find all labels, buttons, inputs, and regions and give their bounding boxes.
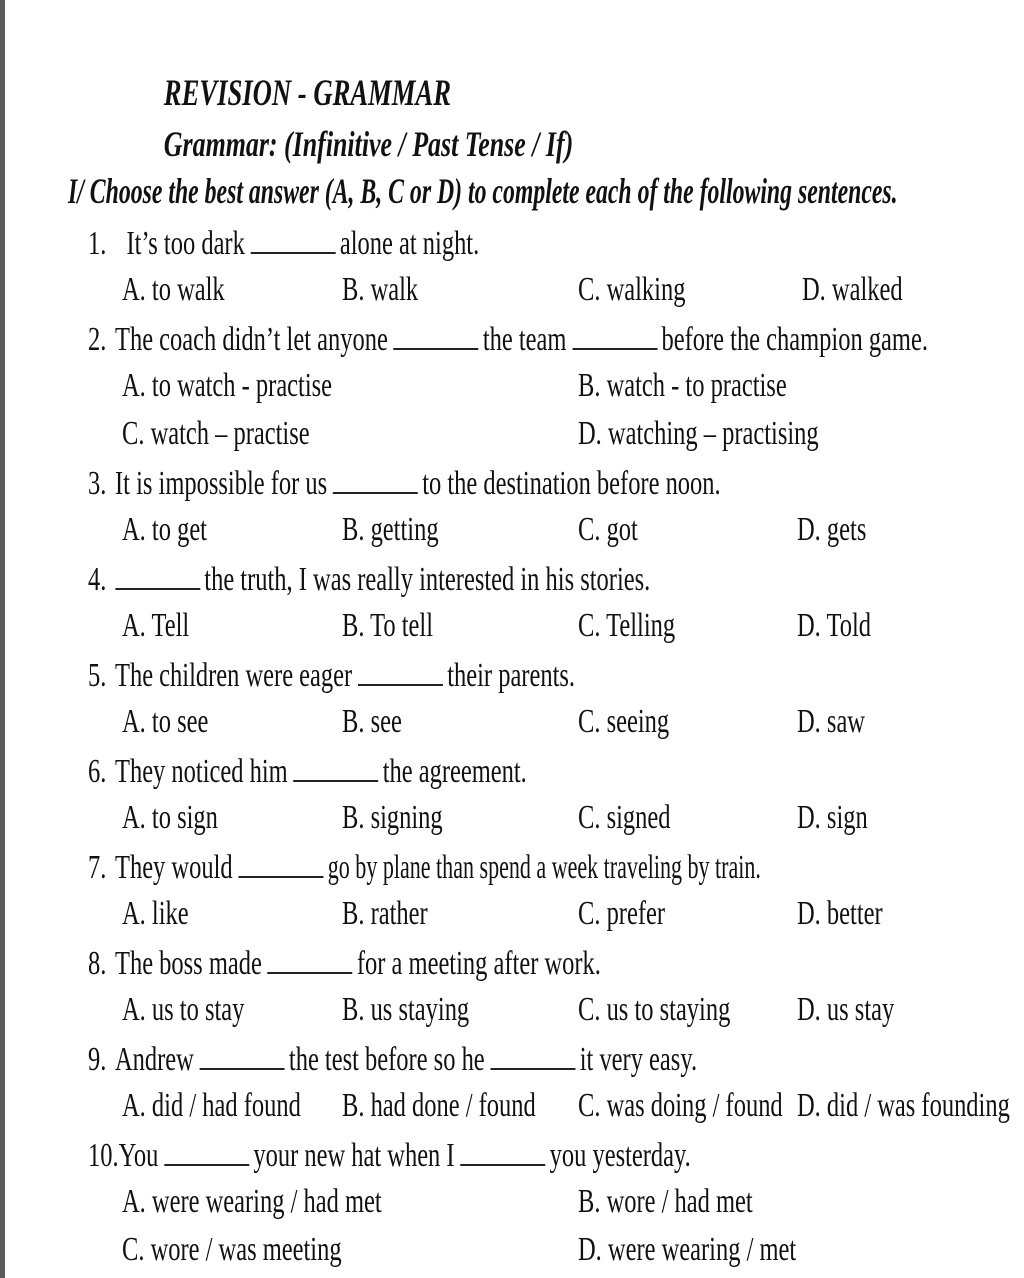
page-title: REVISION - GRAMMAR <box>163 73 452 114</box>
option-b[interactable]: B. To tell <box>342 607 434 644</box>
question-number: 7. <box>88 849 107 886</box>
option-b[interactable]: B. see <box>342 703 402 740</box>
page-subtitle: Grammar: (Infinitive / Past Tense / If) <box>163 124 574 164</box>
option-b[interactable]: B. had done / found <box>342 1087 536 1124</box>
option-d[interactable]: D. watching – practising <box>578 415 819 452</box>
option-d[interactable]: D. gets <box>797 511 867 548</box>
option-d[interactable]: D. saw <box>797 703 865 740</box>
question-text: alone at night. <box>339 225 480 262</box>
question-3 <box>88 462 721 504</box>
question-number: 10. <box>88 1137 119 1174</box>
option-b[interactable]: B. wore / had met <box>578 1183 753 1220</box>
answer-blank[interactable] <box>251 222 336 254</box>
question-text: go by plane than spend a week traveling by train. <box>327 849 761 886</box>
question-text: It is impossible for us <box>115 465 328 502</box>
option-d[interactable]: D. did / was founding <box>797 1087 1010 1124</box>
option-a[interactable]: A. like <box>122 895 189 932</box>
option-b[interactable]: B. walk <box>342 271 419 308</box>
option-c[interactable]: C. signed <box>578 799 671 836</box>
question-text: Andrew <box>115 1041 194 1078</box>
option-c[interactable]: C. got <box>578 511 638 548</box>
answer-blank[interactable] <box>490 1038 575 1070</box>
option-a[interactable]: A. were wearing / had met <box>122 1183 382 1220</box>
answer-blank[interactable] <box>460 1134 545 1166</box>
question-text: to the destination before noon. <box>422 465 721 502</box>
answer-blank[interactable] <box>268 942 353 974</box>
question-number: 5. <box>88 657 107 694</box>
option-a[interactable]: A. us to stay <box>122 991 245 1028</box>
option-b[interactable]: B. watch - to practise <box>578 367 787 404</box>
option-d[interactable]: D. were wearing / met <box>578 1231 797 1268</box>
option-c[interactable]: C. seeing <box>578 703 670 740</box>
question-text: You <box>118 1137 159 1174</box>
answer-blank[interactable] <box>333 462 418 494</box>
option-a[interactable]: A. to watch - practise <box>122 367 333 404</box>
option-c[interactable]: C. prefer <box>578 895 665 932</box>
question-text: their parents. <box>447 657 576 694</box>
option-a[interactable]: A. to see <box>122 703 209 740</box>
option-b[interactable]: B. getting <box>342 511 439 548</box>
option-d[interactable]: D. sign <box>797 799 868 836</box>
question-text: the truth, I was really interested in his stories. <box>204 561 651 598</box>
option-a[interactable]: A. to get <box>122 511 207 548</box>
question-text: the agreement. <box>382 753 527 790</box>
question-text: It’s too dark <box>126 225 245 262</box>
option-c[interactable]: C. walking <box>578 271 686 308</box>
option-c[interactable]: C. wore / was meeting <box>122 1231 342 1268</box>
question-9 <box>88 1038 697 1080</box>
question-text: The boss made <box>115 945 262 982</box>
question-10 <box>88 1134 691 1176</box>
option-c[interactable]: C. watch – practise <box>122 415 310 452</box>
option-a[interactable]: A. did / had found <box>122 1087 301 1124</box>
question-6 <box>88 750 527 792</box>
question-text: you yesterday. <box>549 1137 691 1174</box>
question-text: the team <box>482 321 567 358</box>
question-text: The children were eager <box>115 657 353 694</box>
answer-blank[interactable] <box>572 318 657 350</box>
answer-blank[interactable] <box>394 318 479 350</box>
option-a[interactable]: A. Tell <box>122 607 190 644</box>
answer-blank[interactable] <box>293 750 378 782</box>
question-text: your new hat when I <box>253 1137 455 1174</box>
option-b[interactable]: B. rather <box>342 895 428 932</box>
answer-blank[interactable] <box>200 1038 285 1070</box>
question-4 <box>88 558 650 600</box>
question-number: 6. <box>88 753 107 790</box>
question-number: 2. <box>88 321 107 358</box>
question-number: 4. <box>88 561 107 598</box>
option-d[interactable]: D. Told <box>797 607 872 644</box>
answer-blank[interactable] <box>238 846 323 878</box>
option-d[interactable]: D. better <box>797 895 883 932</box>
option-b[interactable]: B. us staying <box>342 991 470 1028</box>
answer-blank[interactable] <box>164 1134 249 1166</box>
option-d[interactable]: D. us stay <box>797 991 895 1028</box>
question-text: for a meeting after work. <box>356 945 601 982</box>
option-d[interactable]: D. walked <box>802 271 903 308</box>
question-1 <box>88 222 479 264</box>
option-c[interactable]: C. Telling <box>578 607 676 644</box>
question-5 <box>88 654 575 696</box>
question-text: before the champion game. <box>661 321 928 358</box>
question-2 <box>88 318 928 360</box>
question-number: 3. <box>88 465 107 502</box>
answer-blank[interactable] <box>358 654 443 686</box>
option-a[interactable]: A. to walk <box>122 271 225 308</box>
question-text: the test before so he <box>288 1041 485 1078</box>
question-text: it very easy. <box>579 1041 698 1078</box>
answer-blank[interactable] <box>115 558 200 590</box>
question-text: The coach didn’t let anyone <box>115 321 388 358</box>
question-text: They noticed him <box>115 753 288 790</box>
question-number: 8. <box>88 945 107 982</box>
option-c[interactable]: C. us to staying <box>578 991 731 1028</box>
instruction: I/ Choose the best answer (A, B, C or D) to complete each of the following sentences. <box>68 171 898 211</box>
question-7 <box>88 846 809 888</box>
question-number: 9. <box>88 1041 107 1078</box>
option-c[interactable]: C. was doing / found <box>578 1087 783 1124</box>
question-number: 1. <box>88 225 107 262</box>
option-b[interactable]: B. signing <box>342 799 443 836</box>
left-edge-bar <box>0 0 5 1278</box>
question-text: They would <box>115 849 233 886</box>
option-a[interactable]: A. to sign <box>122 799 218 836</box>
question-8 <box>88 942 601 984</box>
